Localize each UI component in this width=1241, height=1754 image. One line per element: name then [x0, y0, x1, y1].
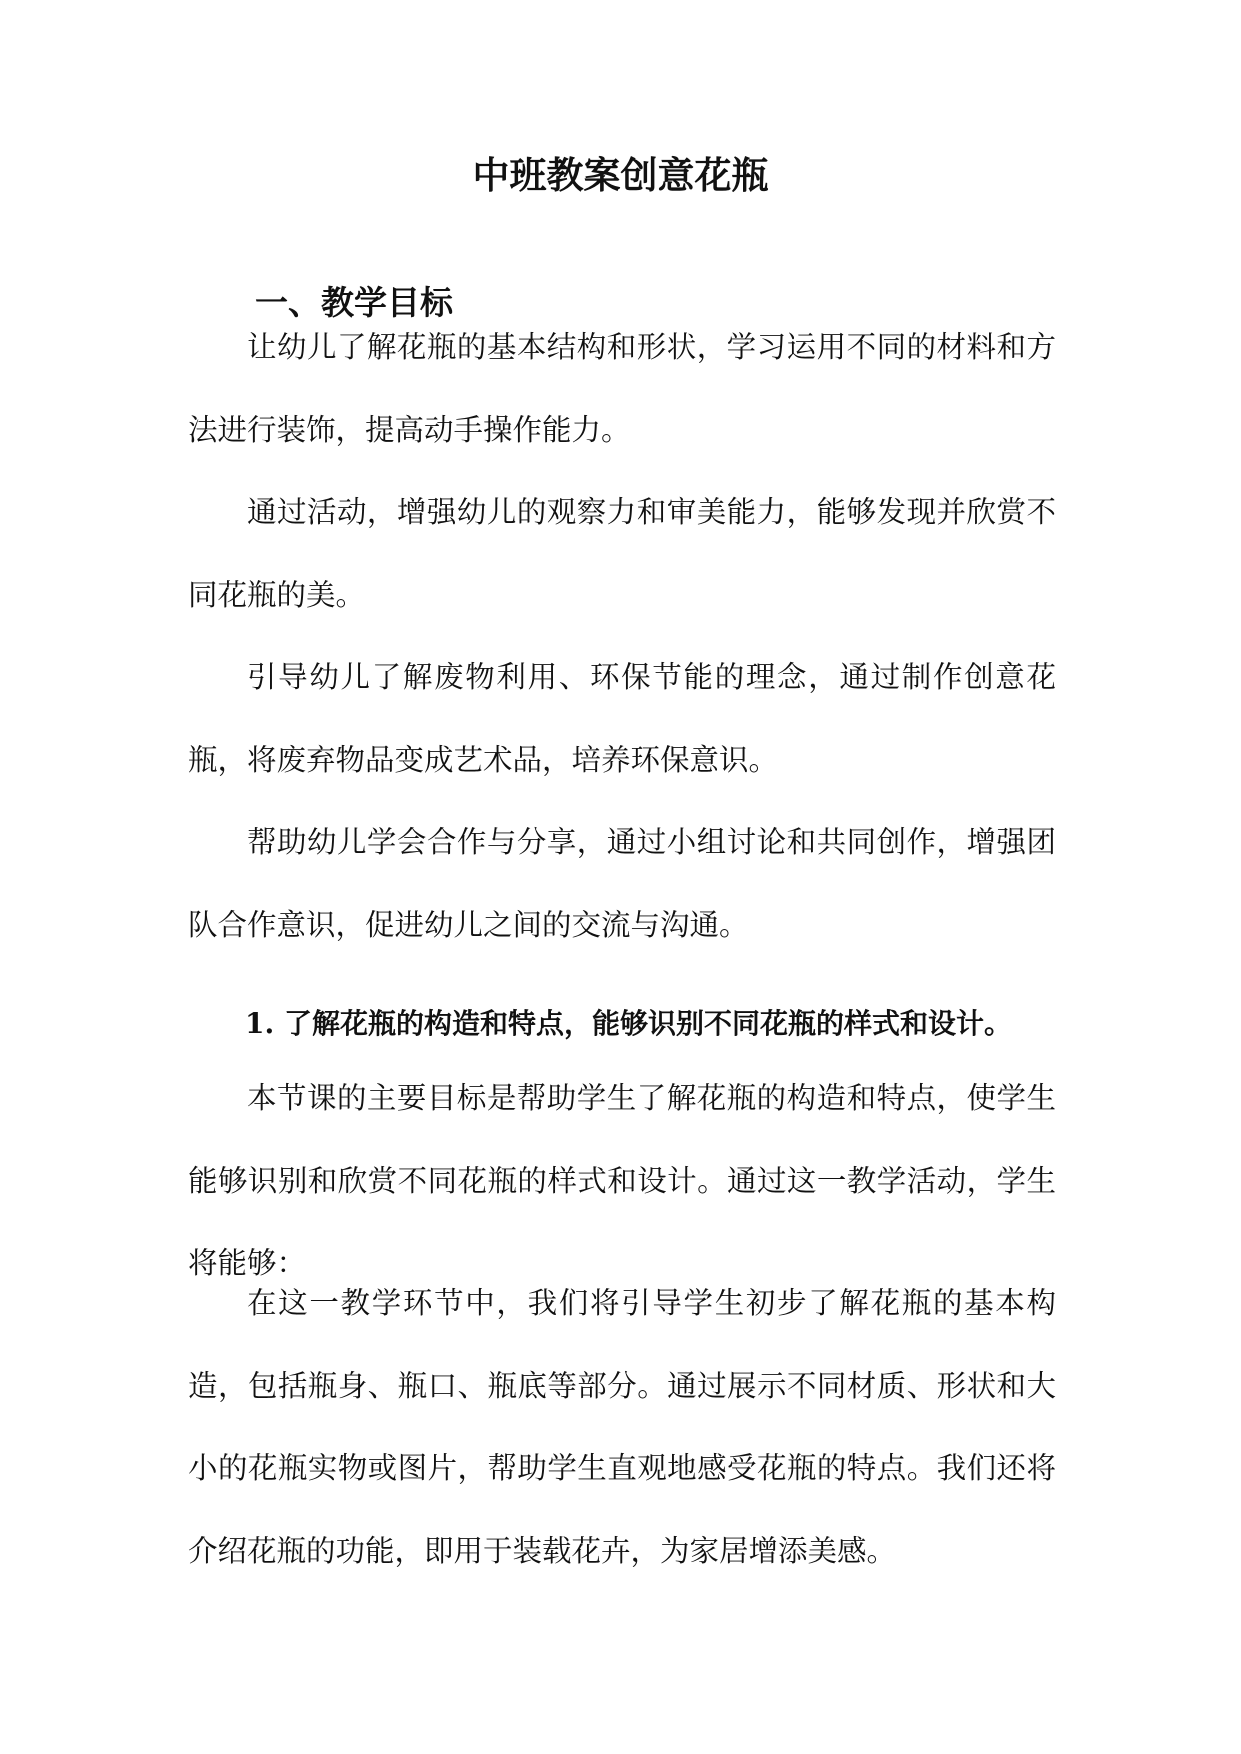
paragraph-sub-2: 在这一教学环节中，我们将引导学生初步了解花瓶的基本构造，包括瓶身、瓶口、瓶底等部分。通过展示不同材质、形状和大小的花瓶实物或图片，帮助学生直观地感受花瓶的特点。我们还将介绍花瓶的功能，即用于装载花卉，为家居增添美感。 [188, 1286, 1056, 1568]
paragraph-goal-4: 帮助幼儿学会合作与分享，通过小组讨论和共同创作，增强团队合作意识，促进幼儿之间的交流与沟通。 [188, 825, 1056, 942]
paragraph-goal-2: 通过活动，增强幼儿的观察力和审美能力，能够发现并欣赏不同花瓶的美。 [188, 495, 1056, 612]
paragraph-goal-1: 让幼儿了解花瓶的基本结构和形状，学习运用不同的材料和方法进行装饰，提高动手操作能力。 [188, 330, 1056, 447]
paragraph-sub-1: 本节课的主要目标是帮助学生了解花瓶的构造和特点，使学生能够识别和欣赏不同花瓶的样式和设计。通过这一教学活动，学生将能够： [188, 1081, 1056, 1280]
section-heading-teaching-goals: 一、教学目标 [255, 283, 453, 322]
subsection-heading-1: 1. 了解花瓶的构造和特点，能够识别不同花瓶的样式和设计。 [245, 1007, 1012, 1040]
document-title: 中班教案创意花瓶 [472, 153, 769, 197]
paragraph-goal-3: 引导幼儿了解废物利用、环保节能的理念，通过制作创意花瓶，将废弃物品变成艺术品，培养环保意识。 [188, 660, 1056, 777]
